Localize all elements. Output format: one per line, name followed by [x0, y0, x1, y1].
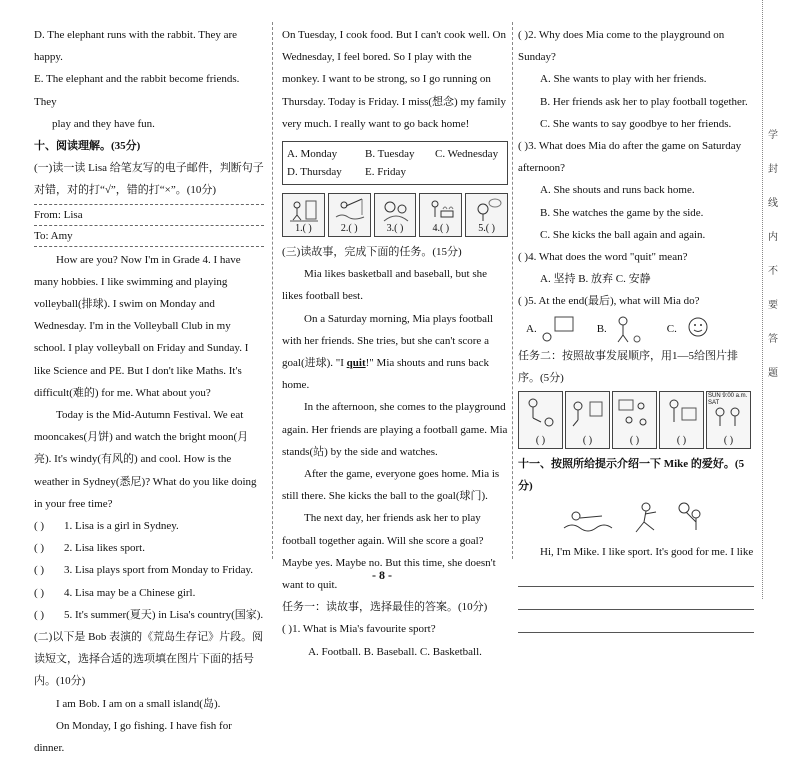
- column-left: [34, 24, 264, 759]
- column-divider-2: [512, 22, 513, 559]
- question-1[interactable]: ( )1. What is Mia's favourite sport?: [282, 623, 436, 636]
- question-2-option-b: B. Her friends ask her to play football together.: [540, 95, 748, 108]
- option-a: A. Monday: [287, 148, 338, 161]
- swimming-icon: [562, 502, 614, 536]
- football-goal-icon: [541, 315, 575, 343]
- word-quit: quit: [346, 357, 366, 370]
- judge-item-1[interactable]: ( ) 1. Lisa is a girl in Sydney.: [34, 520, 179, 533]
- picture-4[interactable]: 4.( ): [419, 193, 462, 237]
- judge-list: [34, 515, 264, 626]
- girl-watching-icon: [664, 396, 698, 430]
- question-2-option-a: A. She wants to play with her friends.: [540, 73, 707, 86]
- mike-intro: Hi, I'm Mike. I like sport. It's good for me. I like: [540, 546, 754, 559]
- question-3[interactable]: ( )3. What does Mia do after the game on Saturday afternoon?: [518, 140, 742, 175]
- page-number: - 8 -: [372, 568, 392, 582]
- writing-line-1[interactable]: [518, 564, 754, 587]
- fishing-icon: [334, 197, 366, 223]
- email-to: To: Amy: [34, 225, 264, 246]
- option-d: D. Thursday: [287, 166, 342, 179]
- email-from: From: Lisa: [34, 208, 83, 221]
- question-2[interactable]: ( )2. Why does Mia come to the playground on Sunday?: [518, 29, 725, 64]
- story-order-pictures: [518, 391, 754, 449]
- question-5-pictures: [526, 313, 754, 345]
- section-10-title: 十、阅读理解。(35分): [34, 140, 141, 153]
- question-2-option-c: C. She wants to say goodbye to her friends.: [540, 117, 732, 130]
- girl-face-icon: [681, 315, 715, 343]
- girl-kicking-ball-icon: [523, 396, 557, 430]
- option-c: C. Wednesday: [435, 148, 499, 161]
- volleyball-icon: [676, 502, 710, 536]
- email-header: [34, 204, 264, 247]
- monkey-icon: [380, 197, 412, 223]
- part-3-title: (三)读故事，完成下面的任务。(15分): [282, 246, 462, 259]
- option-e: E. The elephant and the rabbit become friends. They: [34, 73, 240, 108]
- story-picture-3[interactable]: ( ): [612, 391, 657, 449]
- question-5[interactable]: ( )5. At the end(最后), what will Mia do?: [518, 295, 700, 308]
- option-e: E. Friday: [365, 166, 406, 179]
- q5-option-b[interactable]: B.: [597, 315, 645, 343]
- story-paragraph-3: In the afternoon, she comes to the playground again. Her friends are playing a football game. Mia stands(站) by the side and watches.: [282, 401, 508, 458]
- bob-paragraph-3: On Tuesday, I cook food. But I can't cook well. On Wednesday, I feel bored. So I play with the monkey. I want to be strong, so I go running on Thursday. Today is Friday. I miss(想念) my family very much. I really want to go back home!: [282, 29, 506, 130]
- story-picture-1[interactable]: ( ): [518, 391, 563, 449]
- question-3-option-c: C. She kicks the ball again and again.: [540, 228, 706, 241]
- judge-item-3[interactable]: ( ) 3. Lisa plays sport from Monday to Friday.: [34, 564, 254, 577]
- running-figure-icon: [288, 197, 320, 223]
- email-paragraph-2: Today is the Mid-Autumn Festival. We eat mooncakes(月饼) and watch the bright moon(月亮). It's windy(有风的) and cool. How is the weather in Sydney(悉尼)? What do you like doing in your free time?: [34, 409, 257, 510]
- task-1-title: 任务一：读故事，选择最佳的答案。(10分): [282, 601, 488, 614]
- picture-5[interactable]: 5.( ): [465, 193, 508, 237]
- task-2-title: 任务二：按照故事发展顺序，用1—5给图片排序。(5分): [518, 349, 738, 384]
- island-pictures: [282, 193, 508, 237]
- writing-line-2[interactable]: [518, 587, 754, 610]
- mike-hobby-pictures: [518, 497, 754, 541]
- option-e-cont: play and they have fun.: [52, 117, 155, 130]
- story-time-tag: SUN 9:00 a.m. SAT: [708, 393, 748, 407]
- story-paragraph-4: After the game, everyone goes home. Mia is still there. She kicks the ball to the goal(球门).: [282, 468, 500, 503]
- cooking-icon: [425, 197, 457, 223]
- email-paragraph-1: How are you? Now I'm in Grade 4. I have many hobbies. I like swimming and playing volleyball(排球). I swim on Monday and Wednesday. I'm in the Volleyball Club in my school. I play volleyball on Friday and Sunday. I like Science and PE. But I don't like Maths. It's difficult(难的) for me. What about you?: [34, 253, 249, 399]
- judge-item-4[interactable]: ( ) 4. Lisa may be a Chinese girl.: [34, 586, 196, 599]
- q5-option-c[interactable]: C.: [667, 315, 715, 343]
- judge-item-5[interactable]: ( ) 5. It's summer(夏天) in Lisa's country(国家).: [34, 608, 264, 621]
- option-d: D. The elephant runs with the rabbit. They are happy.: [34, 29, 238, 64]
- picture-1[interactable]: 1.( ): [282, 193, 325, 237]
- bob-paragraph-1: I am Bob. I am on a small island(岛).: [56, 697, 221, 710]
- column-right: [518, 24, 754, 633]
- story-paragraph-2: On a Saturday morning, Mia plays football with her friends. She tries, but she can't score a goal(进球). "I quit!" Mia shouts and runs back home.: [282, 312, 494, 392]
- football-game-icon: [617, 396, 651, 430]
- part-2-title: (二)以下是 Bob 表演的《荒岛生存记》片段。阅读短文，选择合适的选项填在图片下面的括号内。(10分): [34, 631, 264, 688]
- story-paragraph-1: Mia likes basketball and baseball, but she likes football best.: [282, 268, 487, 303]
- option-b: B. Tuesday: [365, 148, 415, 161]
- girl-walking-icon: [611, 315, 645, 343]
- question-1-options: A. Football. B. Baseball. C. Basketball.: [308, 645, 482, 658]
- question-3-option-b: B. She watches the game by the side.: [540, 206, 704, 219]
- binding-line: [762, 0, 763, 599]
- binding-margin-text: 学 封 线 内 不 要 答 题: [768, 130, 778, 379]
- girl-running-home-icon: [570, 396, 604, 430]
- writing-line-3[interactable]: [518, 610, 754, 633]
- question-4-options: A. 坚持 B. 放弃 C. 安静: [540, 273, 651, 286]
- running-icon: [628, 502, 662, 536]
- thinking-figure-icon: [471, 197, 503, 223]
- judge-item-2[interactable]: ( ) 2. Lisa likes sport.: [34, 542, 145, 555]
- bob-paragraph-2: On Monday, I go fishing. I have fish for dinner.: [34, 719, 232, 755]
- picture-2[interactable]: 2.( ): [328, 193, 371, 237]
- part-1-title: (一)读一读 Lisa 给笔友写的电子邮件，判断句子对错，对的打“√”，错的打“×”。(10分): [34, 162, 264, 197]
- question-3-option-a: A. She shouts and runs back home.: [540, 184, 695, 197]
- story-picture-5[interactable]: SUN 9:00 a.m. SAT ( ): [706, 391, 751, 449]
- story-picture-4[interactable]: ( ): [659, 391, 704, 449]
- day-options-box: [282, 141, 508, 185]
- column-middle: [282, 24, 508, 663]
- section-11-title: 十一、按照所给提示介绍一下 Mike 的爱好。(5分): [518, 458, 745, 493]
- question-4[interactable]: ( )4. What does the word "quit" mean?: [518, 251, 688, 264]
- story-paragraph-5: The next day, her friends ask her to play football together again. Will she score a goal? Maybe yes. Maybe no. But this time, she doesn't want to quit.: [282, 512, 496, 592]
- q5-option-a[interactable]: A.: [526, 315, 575, 343]
- picture-3[interactable]: 3.( ): [374, 193, 417, 237]
- story-picture-2[interactable]: ( ): [565, 391, 610, 449]
- column-divider-1: [272, 22, 273, 559]
- friends-invite-icon: [711, 396, 745, 430]
